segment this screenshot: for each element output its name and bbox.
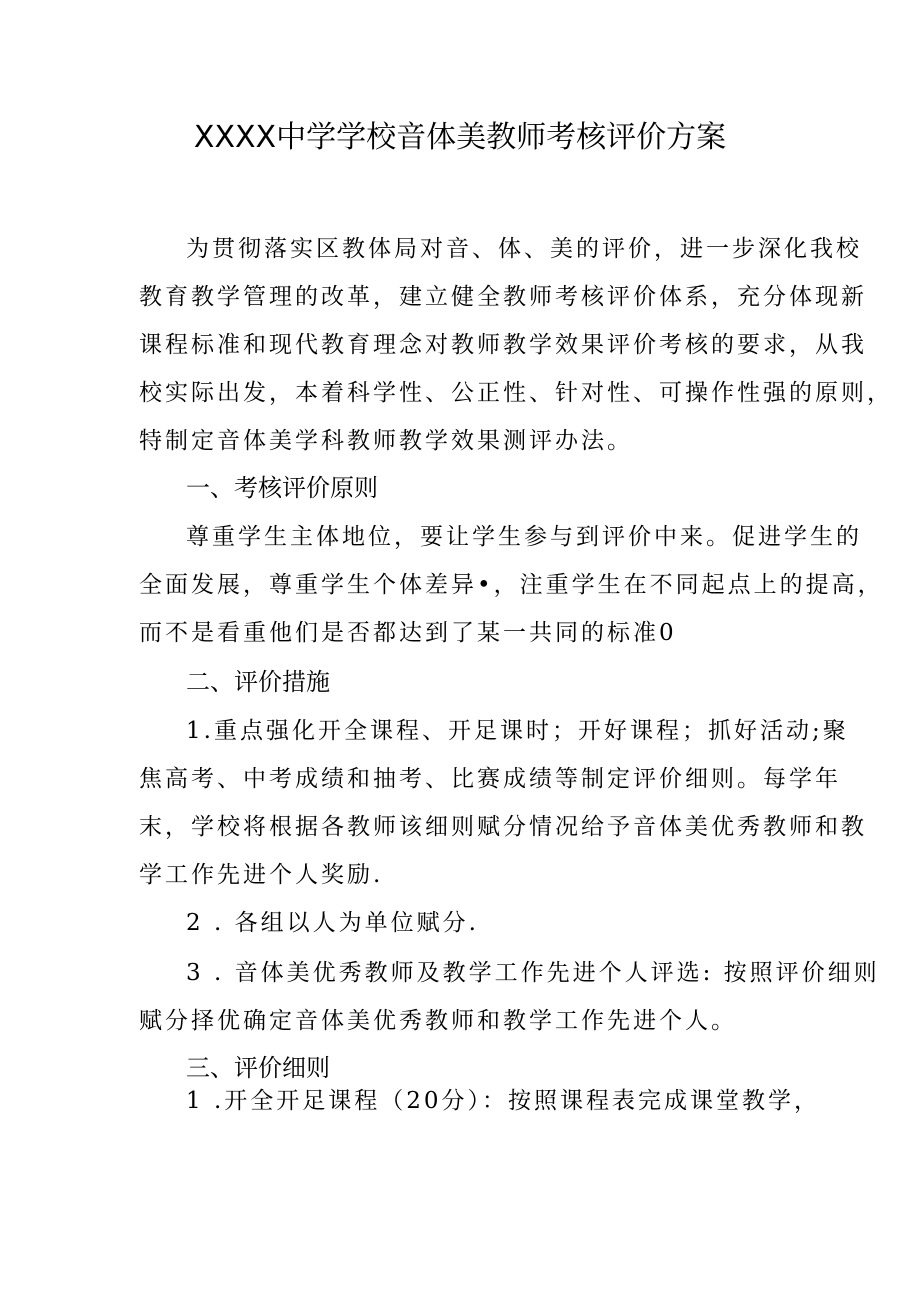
section-2-item-1-line-3: 末，学校将根据各教师该细则赋分情况给予音体美优秀教师和教 [139,814,867,840]
section-2-item-2: 2 . 各组以人为单位赋分. [186,910,479,936]
section-1-heading: 一、考核评价原则 [186,474,378,502]
section-2-item-1-line-4: 学工作先进个人奖励. [139,862,384,888]
intro-line-2: 教育教学管理的改革，建立健全教师考核评价体系，充分体现新 [139,284,867,310]
intro-line-5: 特制定音体美学科教师教学效果测评办法。 [139,428,633,454]
section-1-line-3: 而不是看重他们是否都达到了某一共同的标准0 [139,620,677,646]
section-1-line-2: 全面发展，尊重学生个体差异•，注重学生在不同起点上的提高， [139,572,884,598]
section-2-heading: 二、评价措施 [186,668,330,696]
section-3-item-1: 1 .开全开足课程（20分）：按照课程表完成课堂教学， [186,1088,821,1114]
section-2-item-1-line-2: 焦高考、中考成绩和抽考、比赛成绩等制定评价细则。每学年 [139,766,841,792]
intro-line-4: 校实际出发，本着科学性、公正性、针对性、可操作性强的原则， [139,380,893,406]
intro-line-3: 课程标准和现代教育理念对教师教学效果评价考核的要求，从我 [139,332,867,358]
section-2-item-1-line-1: 1.重点强化开全课程、开足课时；开好课程；抓好活动;聚 [186,718,849,744]
section-2-item-3-line-2: 赋分择优确定音体美优秀教师和教学工作先进个人。 [139,1008,737,1034]
section-1-line-1: 尊重学生主体地位，要让学生参与到评价中来。促进学生的 [186,524,862,550]
section-3-heading: 三、评价细则 [186,1054,330,1082]
document-title: XXXX中学学校音体美教师考核评价方案 [193,120,727,155]
intro-line-1: 为贯彻落实区教体局对音、体、美的评价，进一步深化我校 [186,236,862,262]
section-2-item-3-line-1: 3 . 音体美优秀教师及教学工作先进个人评选: 按照评价细则 [186,960,880,986]
